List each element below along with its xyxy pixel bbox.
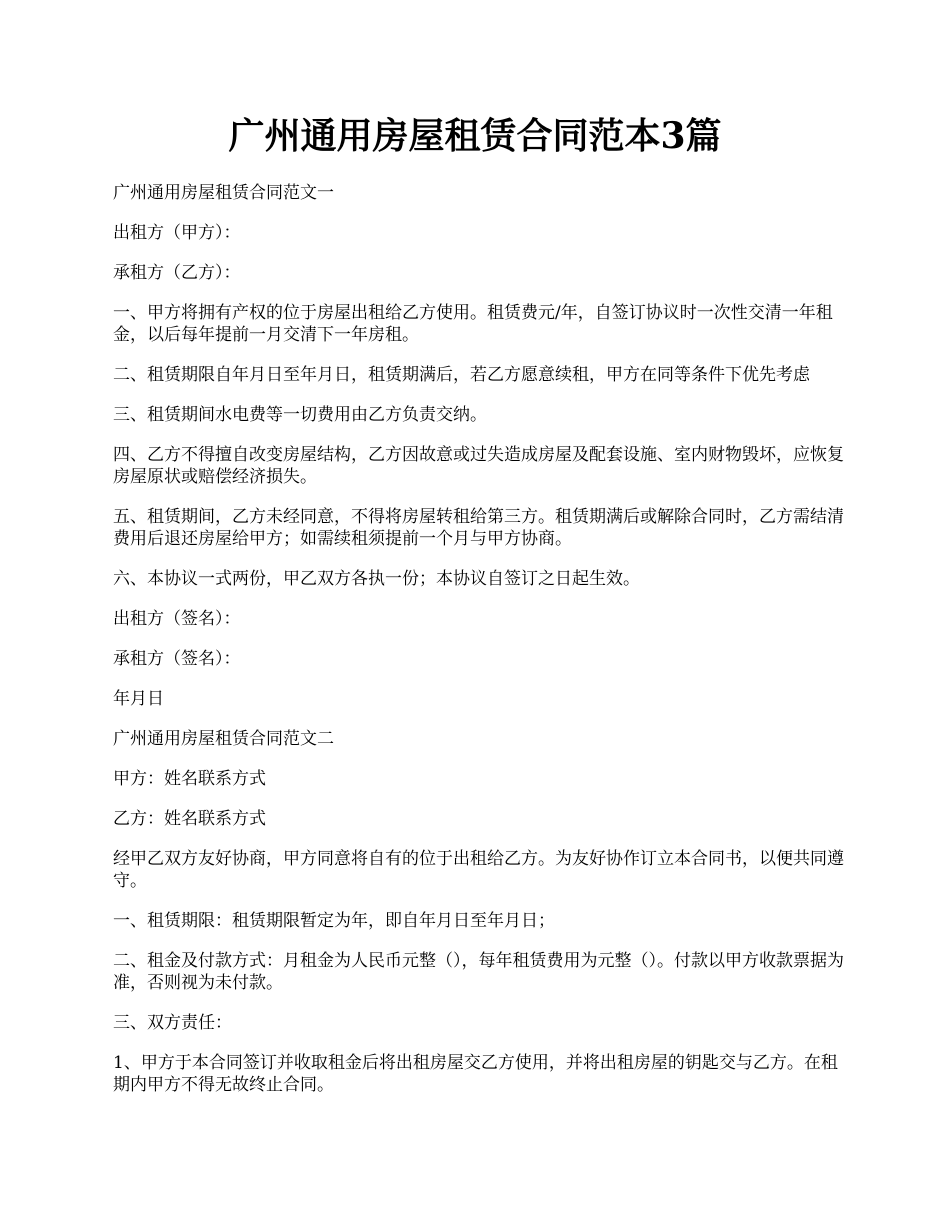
clause-3: 三、租赁期间水电费等一切费用由乙方负责交纳。: [113, 405, 487, 425]
clause-4: 四、乙方不得擅自改变房屋结构，乙方因故意或过失造成房屋及配套设施、室内财物毁坏，应恢复房屋原状或赔偿经济损失。: [113, 445, 844, 487]
lessee-line: 承租方（乙方）：: [113, 263, 241, 283]
lessor-line: 出租方（甲方）：: [113, 223, 241, 243]
rent-clause: 二、租金及付款方式：月租金为人民币元整（），每年租赁费用为元整（）。付款以甲方收款票据为准，否则视为未付款。: [113, 951, 844, 993]
party-a-line: 甲方：姓名联系方式: [113, 769, 266, 789]
responsibilities-heading: 三、双方责任：: [113, 1013, 232, 1033]
clause-1: 一、甲方将拥有产权的位于房屋出租给乙方使用。租赁费元/年，自签订协议时一次性交清一年租金，以后每年提前一月交清下一年房租。: [113, 303, 833, 345]
party-b-line: 乙方：姓名联系方式: [113, 809, 266, 829]
date-line: 年月日: [113, 689, 164, 709]
lessor-signature-line: 出租方（签名）：: [113, 609, 241, 629]
section-heading: 广州通用房屋租赁合同范文一: [113, 183, 334, 203]
document-title: 广州通用房屋租赁合同范本3篇: [228, 115, 722, 157]
clause-6: 六、本协议一式两份，甲乙双方各执一份；本协议自签订之日起生效。: [113, 569, 640, 589]
clause-5: 五、租赁期间，乙方未经同意，不得将房屋转租给第三方。租赁期满后或解除合同时，乙方需结清费用后退还房屋给甲方；如需续租须提前一个月与甲方协商。: [113, 507, 844, 549]
lessee-signature-line: 承租方（签名）：: [113, 649, 241, 669]
term-clause: 一、租赁期限：租赁期限暂定为年，即自年月日至年月日；: [113, 911, 555, 931]
clause-2: 二、租赁期限自年月日至年月日，租赁期满后，若乙方愿意续租，甲方在同等条件下优先考虑: [113, 365, 810, 385]
preamble: 经甲乙双方友好协商，甲方同意将自有的位于出租给乙方。为友好协作订立本合同书，以便共同遵守。: [113, 849, 844, 891]
section-heading-2: 广州通用房屋租赁合同范文二: [113, 729, 334, 749]
responsibility-1: 1、甲方于本合同签订并收取租金后将出租房屋交乙方使用，并将出租房屋的钥匙交与乙方。在租期内甲方不得无故终止合同。: [113, 1053, 838, 1095]
document-body: [113, 182, 853, 1114]
